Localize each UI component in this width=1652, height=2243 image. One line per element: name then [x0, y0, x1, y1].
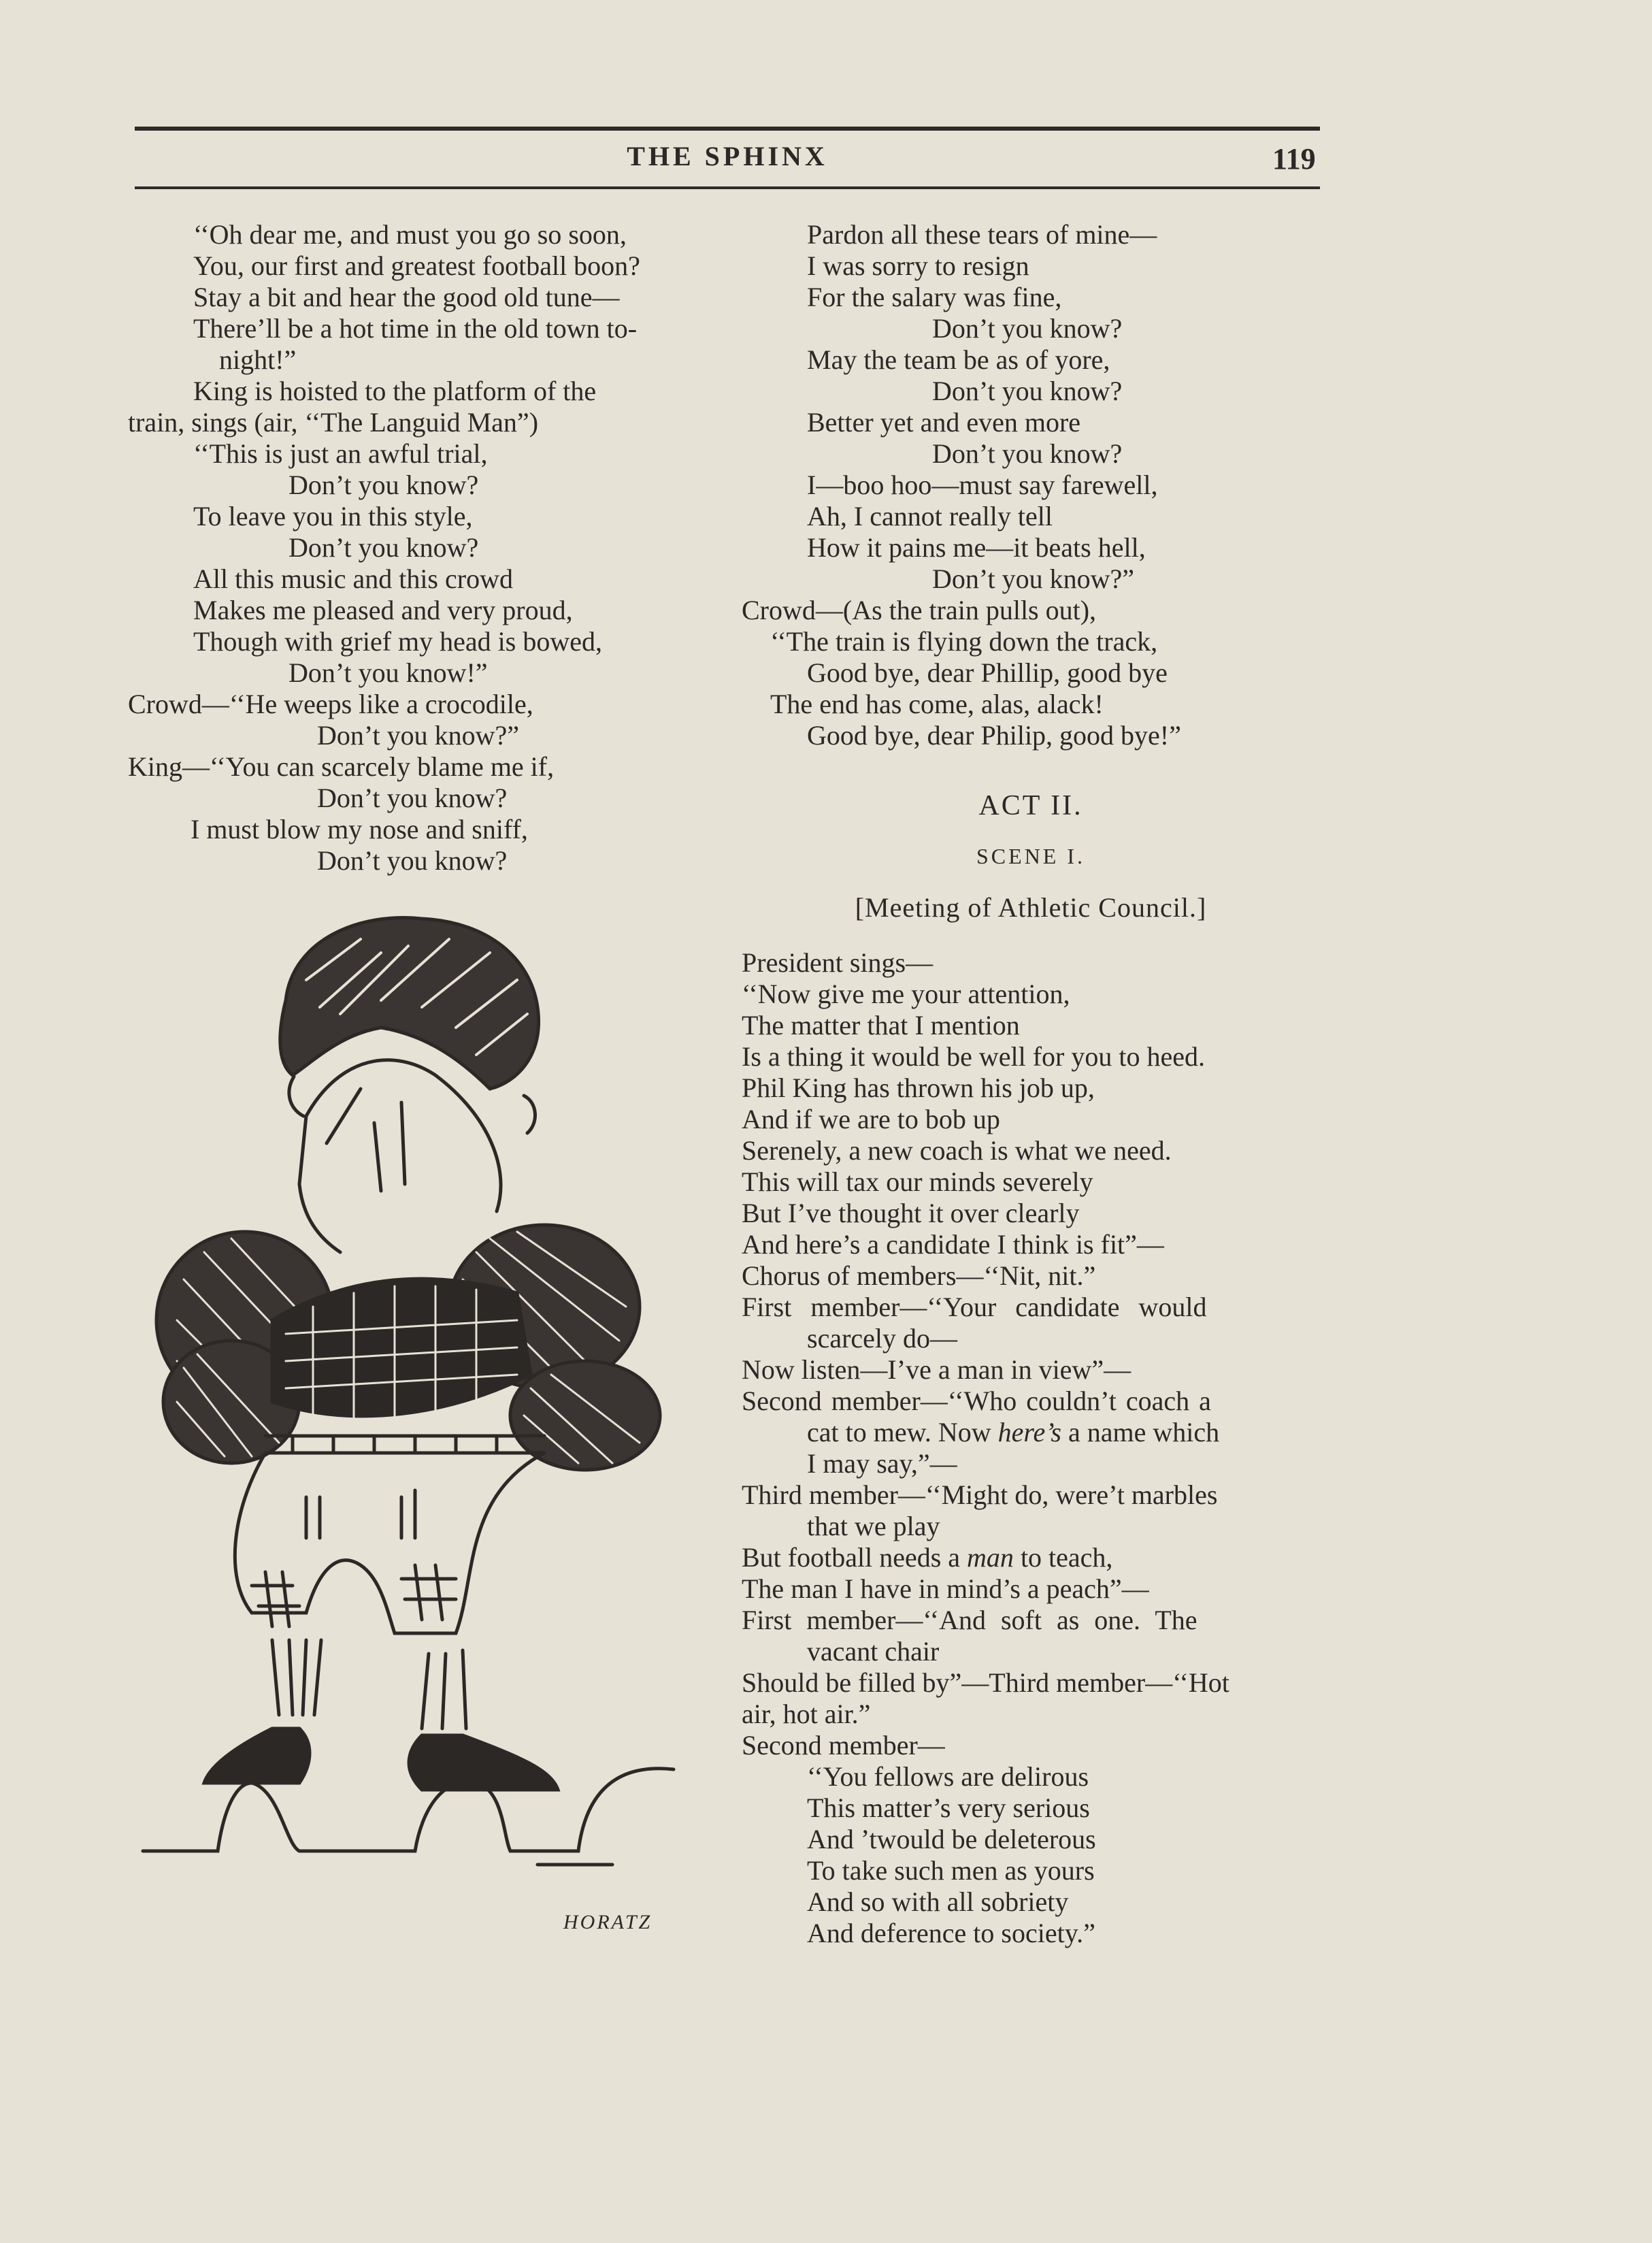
verse-text: a name which	[1061, 1417, 1220, 1447]
verse-line: Though with grief my head is bowed,	[193, 626, 602, 657]
speaker-line: First member—‘‘And soft as one. The	[742, 1605, 1197, 1635]
stage-line: train, sings (air, ‘‘The Languid Man”)	[128, 407, 539, 438]
verse-line: scarcely do—	[807, 1323, 958, 1354]
verse-line: The matter that I mention	[742, 1010, 1020, 1041]
left-column	[128, 219, 720, 877]
stage-line: King is hoisted to the platform of the	[193, 376, 597, 406]
verse-line: How it pains me—it beats hell,	[807, 532, 1146, 563]
verse-line: Good bye, dear Phillip, good bye	[807, 657, 1168, 688]
verse-text: cat to mew. Now	[807, 1417, 998, 1447]
running-head: THE SPHINX	[627, 141, 828, 171]
verse-line: Serenely, a new coach is what we need.	[742, 1135, 1172, 1166]
verse-line: Better yet and even more	[807, 407, 1081, 438]
verse-line: To take such men as yours	[807, 1855, 1095, 1886]
verse-line: Pardon all these tears of mine—	[807, 219, 1157, 250]
verse-line: There’ll be a hot time in the old town to-	[193, 313, 638, 344]
refrain-line: Don’t you know?	[288, 532, 479, 563]
page-number: 119	[1272, 142, 1316, 176]
emphasis-text: here’s	[997, 1417, 1061, 1447]
verse-line: I was sorry to resign	[807, 250, 1029, 281]
verse-line: ‘‘Oh dear me, and must you go so soon,	[193, 219, 627, 250]
verse-line: night!”	[219, 344, 297, 375]
verse-line: Ah, I cannot really tell	[807, 501, 1053, 531]
speaker-line: Third member—‘‘Might do, were’t marbles	[742, 1479, 1218, 1510]
verse-line: The end has come, alas, alack!	[770, 689, 1104, 719]
verse-line: And so with all sobriety	[807, 1886, 1069, 1917]
refrain-line: Don’t you know!”	[288, 657, 488, 688]
verse-line: This will tax our minds severely	[742, 1166, 1093, 1197]
verse-line: vacant chair	[807, 1636, 940, 1667]
verse-line: air, hot air.”	[742, 1699, 871, 1729]
artist-signature: HORATZ	[563, 1911, 652, 1933]
verse-line: And ’twould be deleterous	[807, 1824, 1096, 1854]
verse-line: ‘‘You fellows are delirous	[807, 1761, 1089, 1792]
speaker-line: Should be filled by”—Third member—‘‘Hot	[742, 1667, 1229, 1698]
weeping-football-player-illustration	[136, 898, 708, 1946]
speaker-line: First member—‘‘Your candidate would	[742, 1292, 1207, 1322]
verse-line: I may say,”—	[807, 1448, 957, 1479]
verse-text: to teach,	[1013, 1542, 1113, 1573]
verse-line: Now listen—I’ve a man in view”—	[742, 1354, 1131, 1385]
refrain-line: Don’t you know?	[932, 376, 1123, 406]
speaker-line: Second member—	[742, 1730, 945, 1761]
speaker-line: Second member—‘‘Who couldn’t coach a	[742, 1386, 1211, 1416]
speaker-line: King—‘‘You can scarcely blame me if,	[128, 751, 555, 782]
verse-line: Stay a bit and hear the good old tune—	[193, 282, 620, 312]
verse-line: And if we are to bob up	[742, 1104, 1000, 1134]
verse-line: All this music and this crowd	[193, 563, 513, 594]
verse-line: And here’s a candidate I think is fit”—	[742, 1229, 1164, 1260]
verse-line: To leave you in this style,	[193, 501, 473, 531]
scene-heading: SCENE I.	[976, 844, 1085, 868]
refrain-line: Don’t you know?	[932, 313, 1123, 344]
verse-line: This matter’s very serious	[807, 1792, 1090, 1823]
right-column-bottom	[742, 947, 1321, 1949]
refrain-line: Don’t you know?”	[932, 563, 1134, 594]
speaker-line: President sings—	[742, 947, 934, 978]
refrain-line: Don’t you know?	[288, 470, 479, 500]
header-rule-top	[135, 127, 1320, 131]
verse-line: that we play	[807, 1511, 940, 1541]
speaker-line: Crowd—(As the train pulls out),	[742, 595, 1097, 625]
refrain-line: Don’t you know?”	[317, 720, 519, 751]
verse-line: I—boo hoo—must say farewell,	[807, 470, 1158, 500]
verse-line: For the salary was fine,	[807, 282, 1062, 312]
act-heading: ACT II.	[978, 790, 1083, 821]
right-column-top	[742, 219, 1320, 751]
refrain-line: Don’t you know?	[317, 783, 508, 813]
verse-line: Phil King has thrown his job up,	[742, 1073, 1095, 1103]
header-rule-bottom	[135, 186, 1320, 189]
verse-line: Makes me pleased and very proud,	[193, 595, 573, 625]
verse-line	[742, 1542, 1321, 1573]
verse-line: But I’ve thought it over clearly	[742, 1198, 1080, 1228]
verse-line: I must blow my nose and sniff,	[191, 814, 528, 845]
verse-line	[742, 1417, 1321, 1448]
speaker-line: Chorus of members—‘‘Nit, nit.”	[742, 1260, 1096, 1291]
verse-text: But football needs a	[742, 1542, 968, 1573]
refrain-line: Don’t you know?	[932, 438, 1123, 469]
verse-line: ‘‘Now give me your attention,	[742, 979, 1070, 1009]
verse-line: ‘‘This is just an awful trial,	[193, 438, 488, 469]
verse-line: You, our first and greatest football boon?	[193, 250, 640, 281]
emphasis-text: man	[967, 1542, 1014, 1573]
refrain-line: Don’t you know?	[317, 845, 508, 876]
speaker-line: Crowd—‘‘He weeps like a crocodile,	[128, 689, 533, 719]
verse-line: May the team be as of yore,	[807, 344, 1110, 375]
verse-line: The man I have in mind’s a peach”—	[742, 1573, 1149, 1604]
stage-direction: [Meeting of Athletic Council.]	[855, 892, 1207, 923]
verse-line: ‘‘The train is flying down the track,	[770, 626, 1158, 657]
verse-line: And deference to society.”	[807, 1918, 1095, 1948]
verse-line: Is a thing it would be well for you to heed.	[742, 1041, 1205, 1072]
verse-line: Good bye, dear Philip, good bye!”	[807, 720, 1181, 751]
